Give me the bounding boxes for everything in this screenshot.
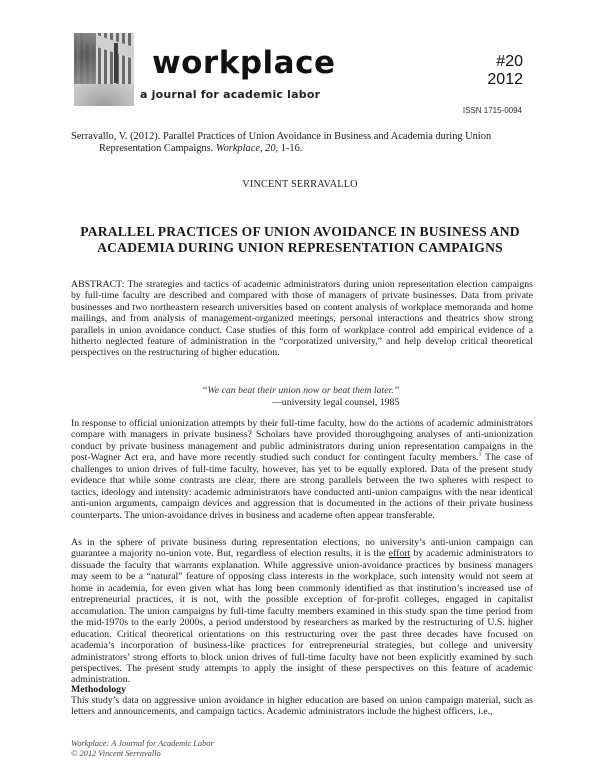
citation-sep: , <box>259 143 266 154</box>
epigraph-quote: “We can beat their union now or beat them later.” <box>202 385 400 396</box>
photo-column-shape <box>114 43 118 83</box>
citation-line-1: Serravallo, V. (2012). Parallel Practices of Union Avoidance in Business and Academia during Union <box>71 131 492 142</box>
issn: ISSN 1715-0094 <box>462 106 522 115</box>
citation-journal: Workplace <box>215 143 260 154</box>
issue-year: 2012 <box>487 71 523 88</box>
citation-pages: , 1-16. <box>275 143 303 154</box>
abstract: ABSTRACT: The strategies and tactics of academic administrators during union representation election campaigns by full-time faculty are described and compared with those of managers of private businesses. Data from private businesses and two northeastern research universities based on content analysis of workplace memoranda and home mailings, and from analysis of management-organized meetings, personal interactions and theatrics show strong parallels in union avoidance conduct. Case studies of this form of workplace control add empirical evidence of a hitherto neglected feature of administration in the “corporatized university,” and help develop critical theoretical perspectives on the restructuring of higher education. <box>71 279 533 359</box>
issue-number: #20 <box>496 53 523 70</box>
citation <box>71 131 541 155</box>
citation-title-end: Representation Campaigns. <box>99 143 216 154</box>
epigraph-attribution: —university legal counsel, 1985 <box>272 396 400 408</box>
photo-ground-shape <box>74 84 134 106</box>
body-paragraph-2 <box>71 537 533 686</box>
citation-volume: 20 <box>265 143 276 154</box>
paragraph-1-text-a: In response to official unionization attempts by their full-time faculty, how do the actions of academic administrators compare with managers in private business? Scholars have provided thoroughgoing analyses of anti-unionization conduct by private business management and public administrators during union representation campaigns in the post-Wagner Act era, and have more recently studied such conduct for contingent faculty members. <box>71 418 533 464</box>
building-photo <box>74 33 134 106</box>
body-paragraph-3: This study’s data on aggressive union avoidance in higher education are based on union campaign material, such as letters and announcements, and campaign tactics. Academic administrators include the highest officers, i.e., <box>71 695 533 718</box>
page-footer <box>71 739 214 758</box>
footer-copyright: © 2012 Vincent Serravallo <box>71 748 161 758</box>
body-paragraph-1 <box>71 418 533 521</box>
paragraph-1-text-b: The case of challenges to union drives of full-time faculty, however, has yet to be equally explored. Data of the present study evidence that while some contrasts are clear, there are strong parallels between the two spheres with respect to tactics, ideology and intensity: academic administrators have conducted anti-union campaigns with the near identical anti-union arguments, campaign devices and aggression that is documented in the actions of their private business counterparts. The union-avoidance drives in business and academe often appear transferable. <box>71 452 533 521</box>
author-name: VINCENT SERRAVALLO <box>242 179 358 190</box>
journal-logo-subtitle: a journal for academic labor <box>140 88 321 101</box>
title-line-2: ACADEMIA DURING UNION REPRESENTATION CAMPAIGNS <box>97 240 503 255</box>
article-title <box>60 224 540 256</box>
citation-line-2 <box>71 143 541 155</box>
footer-journal: Workplace: A Journal for Academic Labor <box>71 739 214 748</box>
journal-logo-title: workplace <box>152 45 336 81</box>
footnote-marker-1[interactable]: 1 <box>478 452 482 459</box>
paragraph-2-text-a: As in the sphere of private business during representation elections, no university’s anti-union campaign can guarantee a majority no-union vote. But, regardless of election results, it is the <box>71 537 533 560</box>
section-heading-methodology: Methodology <box>71 684 126 695</box>
paragraph-2-text-b: by academic administrators to dissuade the faculty that warrants explanation. While aggressive union-avoidance practices by business managers may seem to be a “natural” feature of opposing class interests in the workplace, such intensity would not seem at home in academia, for even given what has long been commonly identified as that institution’s increased use of entrepreneurial practices, it is not, with the possible exception of for-profit colleges, engaged in capitalist accumulation. The union campaigns by full-time faculty members examined in this study span the time period from the mid-1970s to the early 2000s, a period understood by researchers as marked by the restructuring of U.S. higher education. Critical theoretical orientations on this restructuring over the past three decades have focused on academia’s incorporation of business-like practices for entrepreneurial strategies, but college and university administrators’ strong efforts to block union drives of full-time faculty have not been explicitly examined by such perspectives. The present study attempts to apply the insight of these perspectives on this feature of academic administration. <box>71 548 533 686</box>
title-line-1: PARALLEL PRACTICES OF UNION AVOIDANCE IN BUSINESS AND <box>80 224 520 239</box>
emphasis-effort: effort <box>388 548 411 560</box>
issue-info <box>487 53 523 89</box>
